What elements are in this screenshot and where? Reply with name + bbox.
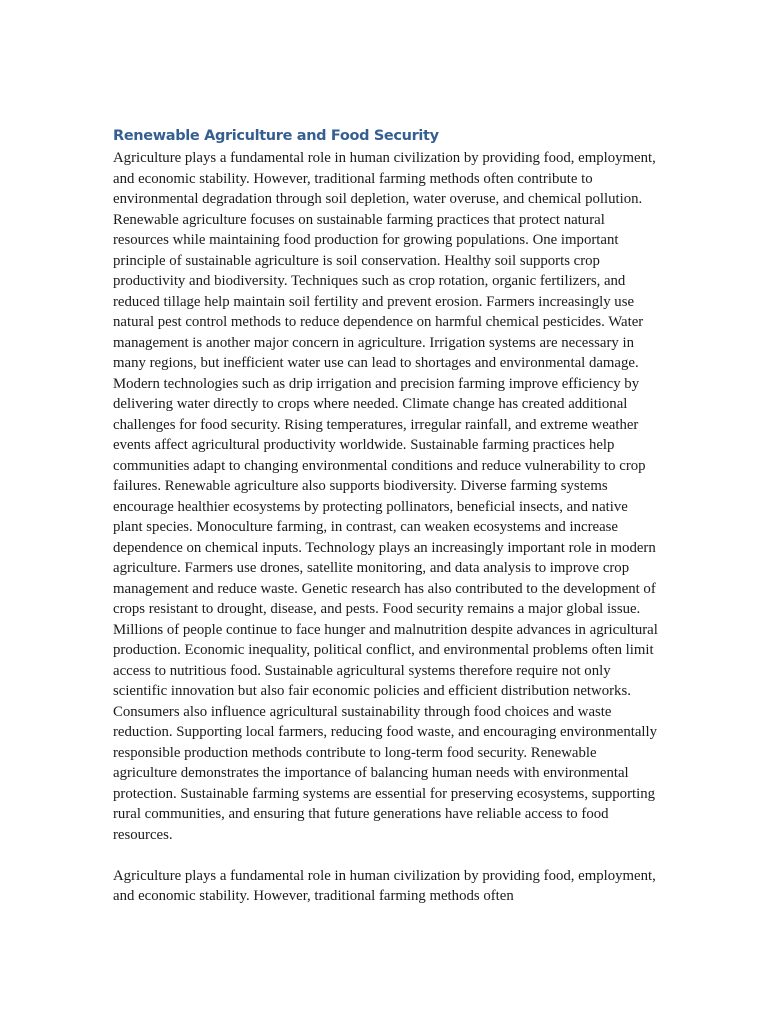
document-title: Renewable Agriculture and Food Security (113, 128, 439, 144)
document-body (113, 126, 658, 907)
body-paragraph: Agriculture plays a fundamental role in human civilization by providing food, employment, and economic stability. However, traditional farming methods often (113, 867, 656, 904)
body-paragraph: Agriculture plays a fundamental role in human civilization by providing food, employment, and economic stability. However, traditional farming methods often contribute to environmental degradation through soil depletion, water overuse, and chemical pollution. Renewable agriculture focuses on sustainable farming practices that protect natural resources while maintaining food production for growing populations. One important principle of sustainable agriculture is soil conservation. Healthy soil supports crop productivity and biodiversity. Techniques such as crop rotation, organic fertilizers, and reduced tillage help maintain soil fertility and prevent erosion. Farmers increasingly use natural pest control methods to reduce dependence on harmful chemical pesticides. Water management is another major concern in agriculture. Irrigation systems are necessary in many regions, but inefficient water use can lead to shortages and environmental damage. Modern technologies such as drip irrigation and precision farming improve efficiency by delivering water directly to crops where needed. Climate change has created additional challenges for food security. Rising temperatures, irregular rainfall, and extreme weather events affect agricultural productivity worldwide. Sustainable farming practices help communities adapt to changing environmental conditions and reduce vulnerability to crop failures. Renewable agriculture also supports biodiversity. Diverse farming systems encourage healthier ecosystems by protecting pollinators, beneficial insects, and native plant species. Monoculture farming, in contrast, can weaken ecosystems and increase dependence on chemical inputs. Technology plays an increasingly important role in modern agriculture. Farmers use drones, satellite monitoring, and data analysis to improve crop management and reduce waste. Genetic research has also contributed to the development of crops resistant to drought, disease, and pests. Food security remains a major global issue. Millions of people continue to face hunger and malnutrition despite advances in agricultural production. Economic inequality, political conflict, and environmental problems often limit access to nutritious food. Sustainable agricultural systems therefore require not only scientific innovation but also fair economic policies and efficient distribution networks. Consumers also influence agricultural sustainability through food choices and waste reduction. Supporting local farmers, reducing food waste, and encouraging environmentally responsible production methods contribute to long-term food security. Renewable agriculture demonstrates the importance of balancing human needs with environmental protection. Sustainable farming systems are essential for preserving ecosystems, supporting rural communities, and ensuring that future generations have reliable access to food resources. (113, 150, 658, 843)
